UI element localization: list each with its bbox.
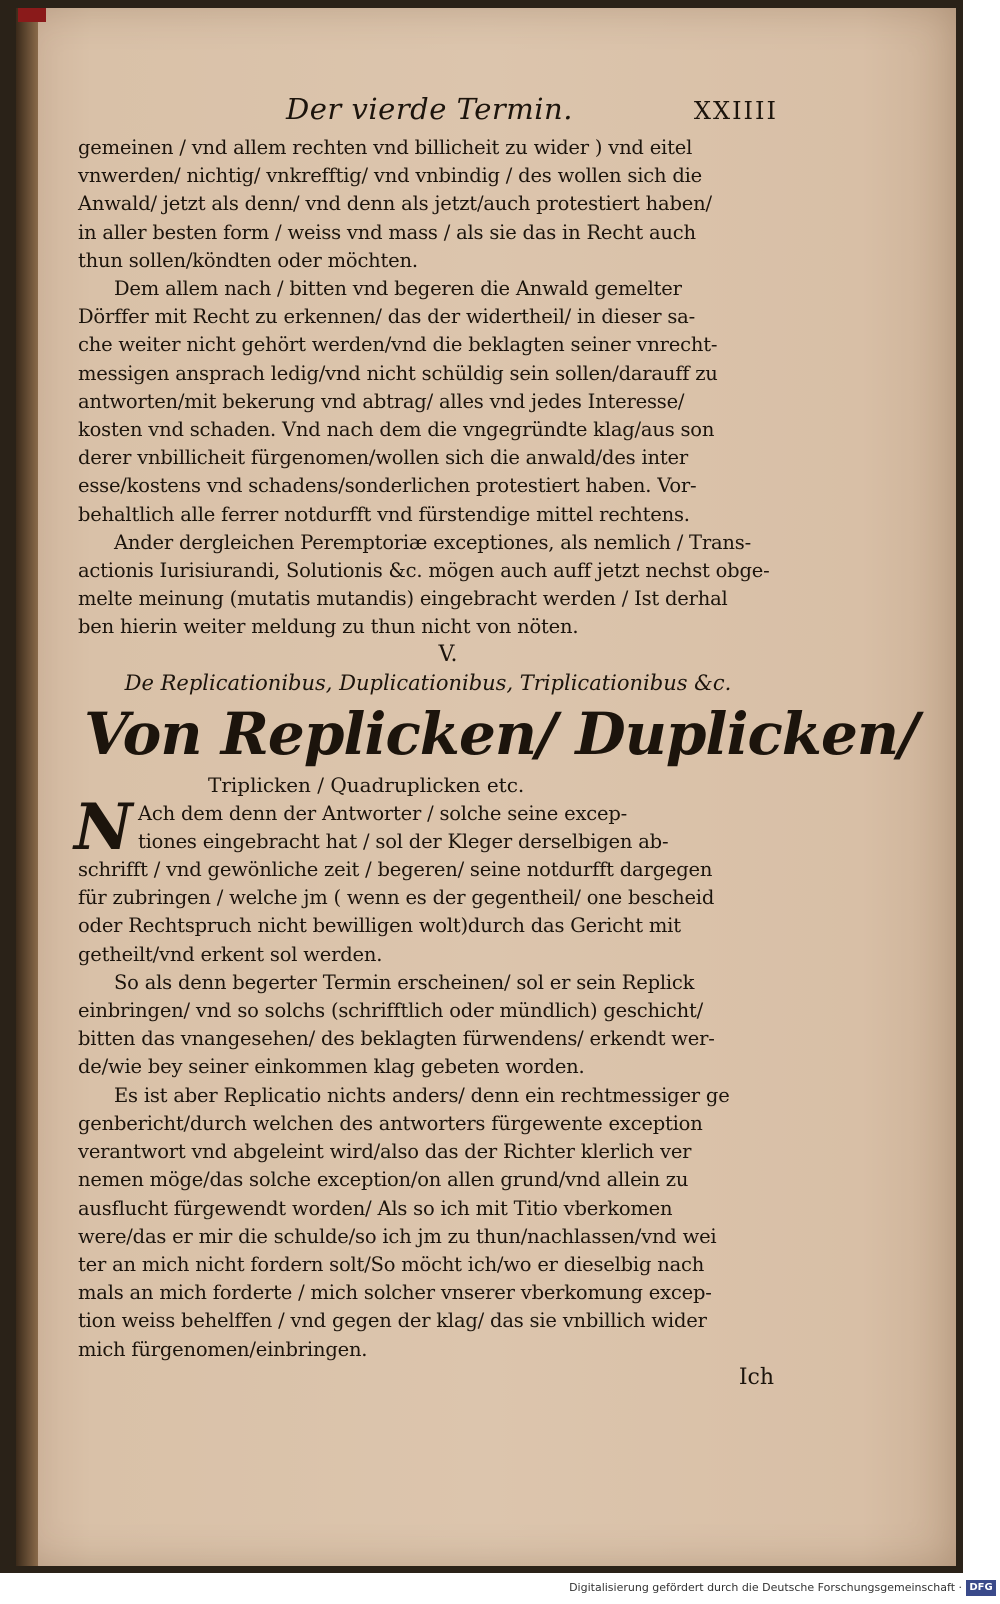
text-line: antworten/mit bekerung vnd abtrag/ alles vnd jedes Interesse/ (78, 389, 685, 413)
text-line: Dem allem nach / bitten vnd begeren die Anwald gemelter (114, 277, 682, 301)
text-line: vnwerden/ nichtig/ vnkrefftig/ vnd vnbindig / des wollen sich die (78, 164, 702, 188)
paragraph-6 (78, 1082, 778, 1364)
text-line: derer vnbillicheit fürgenomen/wollen sich die anwald/des inter (78, 446, 688, 470)
paragraph-2 (78, 275, 778, 529)
text-line: kosten vnd schaden. Vnd nach dem die vngegründte klag/aus son (78, 418, 715, 442)
text-line: Anwald/ jetzt als denn/ vnd denn als jetzt/auch protestiert haben/ (78, 192, 712, 216)
running-head: Der vierde Termin. (286, 92, 573, 126)
book-spine (16, 8, 38, 1566)
text-line: für zubringen / welche jm ( wenn es der gegentheil/ one bescheid (78, 886, 715, 910)
page-header (78, 92, 778, 134)
page-text (74, 92, 919, 1392)
text-line: Es ist aber Replicatio nichts anders/ denn ein rechtmessiger ge (114, 1083, 730, 1107)
paragraph-3 (78, 529, 778, 642)
text-line: che weiter nicht gehört werden/vnd die beklagten seiner vnrecht- (78, 333, 718, 357)
text-line: Ander dergleichen Peremptoriæ exceptiones, als nemlich / Trans- (114, 530, 751, 554)
text-line: in aller besten form / weiss vnd mass / als sie das in Recht auch (78, 220, 696, 244)
text-line: ter an mich nicht fordern solt/So möcht ich/wo er dieselbig nach (78, 1252, 705, 1276)
section-subtitle: Triplicken / Quadruplicken etc. (208, 772, 525, 797)
footer-credit: Digitalisierung gefördert durch die Deutsche Forschungsgemeinschaft · (569, 1581, 962, 1594)
text-line-content: Ach dem denn der Antworter / solche seine excep- (138, 801, 628, 825)
book-page (16, 8, 956, 1566)
dfg-logo: DFG (966, 1580, 996, 1596)
text-line: mich fürgenomen/einbringen. (78, 1337, 368, 1361)
paragraph-1 (78, 134, 778, 275)
corner-marker (18, 8, 46, 22)
text-line: genbericht/durch welchen des antworters fürgewente exception (78, 1111, 703, 1135)
text-line: messigen ansprach ledig/vnd nicht schüldig sein sollen/darauff zu (78, 361, 718, 385)
text-line: ben hierin weiter meldung zu thun nicht von nöten. (78, 615, 579, 639)
paragraph-4 (74, 789, 778, 969)
text-line: behaltlich alle ferrer notdurfft vnd fürstendige mittel rechtens. (78, 502, 690, 526)
text-line: nemen möge/das solche exception/on allen grund/vnd allein zu (78, 1168, 689, 1192)
text-line: de/wie bey seiner einkommen klag gebeten worden. (78, 1055, 585, 1079)
text-line: oder Rechtspruch nicht bewilligen wolt)durch das Gericht mit (78, 914, 681, 938)
text-line: schrifft / vnd gewönliche zeit / begeren/ seine notdurfft dargegen (78, 858, 713, 882)
text-line: einbringen/ vnd so solchs (schrifftlich oder mündlich) geschicht/ (78, 999, 703, 1023)
footer-bar (0, 1577, 1000, 1604)
paragraph-5 (78, 969, 778, 1082)
text-line: thun sollen/köndten oder möchten. (78, 248, 418, 272)
text-line: melte meinung (mutatis mutandis) eingebracht werden / Ist derhal (78, 587, 728, 611)
text-line: esse/kostens vnd schadens/sonderlichen protestiert haben. Vor- (78, 474, 697, 498)
text-line: gemeinen / vnd allem rechten vnd billicheit zu wider ) vnd eitel (78, 136, 693, 159)
folio-number: XXIIII (693, 97, 778, 125)
text-line: ausflucht fürgewendt worden/ Als so ich mit Titio vberkomen (78, 1196, 673, 1220)
text-line: bitten das vnangesehen/ des beklagten fürwendens/ erkendt wer- (78, 1027, 715, 1051)
text-line: mals an mich forderte / mich solcher vnserer vberkomung excep- (78, 1281, 712, 1305)
section-number: V. (438, 641, 458, 667)
text-line: Dörffer mit Recht zu erkennen/ das der widertheil/ in dieser sa- (78, 305, 695, 329)
text-line: tion weiss behelffen / vnd gegen der klag/ das sie vnbillich wider (78, 1309, 707, 1333)
text-line: actionis Iurisiurandi, Solutionis &c. mögen auch auff jetzt nechst obge- (78, 559, 770, 583)
catchword: Ich (738, 1364, 774, 1390)
section-latin-title: De Replicationibus, Duplicationibus, Triplicationibus &c. (124, 670, 732, 695)
text-line: were/das er mir die schulde/so ich jm zu thun/nachlassen/vnd wei (78, 1224, 717, 1248)
text-line: tiones eingebracht hat / sol der Kleger derselbigen ab- (138, 829, 669, 853)
section-title: Von Replicken/ Duplicken/ (84, 699, 919, 768)
text-line: verantwort vnd abgeleint wird/also das der Richter klerlich ver (78, 1140, 692, 1164)
drop-cap: N (74, 789, 133, 865)
text-line: getheilt/vnd erkent sol werden. (78, 942, 383, 966)
text-line: So als denn begerter Termin erscheinen/ sol er sein Replick (114, 970, 695, 994)
